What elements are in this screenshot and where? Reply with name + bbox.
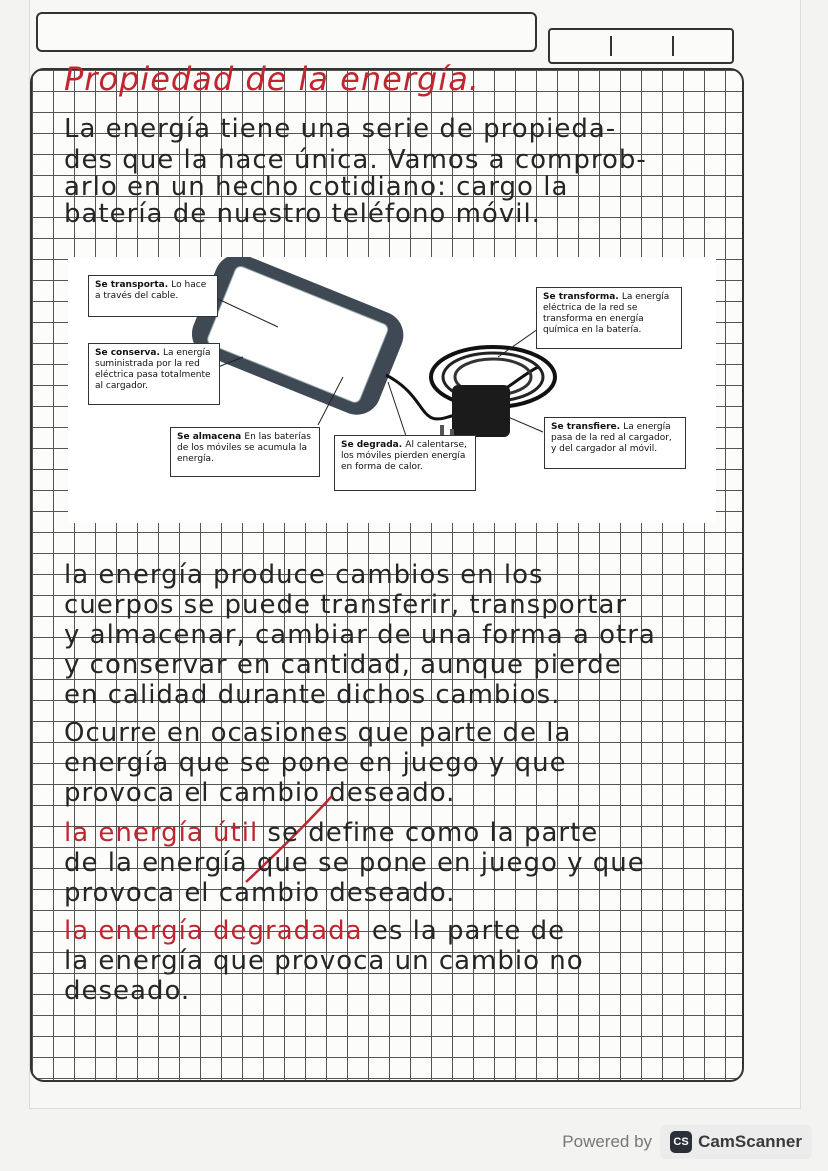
date-divider (672, 36, 674, 56)
callout-body: Lo hace a través del cable. (95, 280, 207, 301)
para1-line: cuerpos se puede transferir, transportar (64, 590, 628, 620)
para3-line (64, 818, 598, 848)
para4-line: la energía que provoca un cambio no (64, 946, 584, 976)
energy-properties-figure (68, 257, 716, 523)
para1-line: y conservar en cantidad, aunque pierde (64, 650, 622, 680)
intro-line: La energía tiene una serie de propieda- (64, 114, 617, 144)
charger-icon (452, 385, 510, 437)
camscanner-watermark (562, 1125, 812, 1159)
para3-rest: se define como la parte (258, 818, 599, 848)
para2-line: Ocurre en ocasiones que parte de la (64, 718, 572, 748)
para1-line: la energía produce cambios en los (64, 560, 544, 590)
para2-line: energía que se pone en juego y que (64, 748, 567, 778)
para4-line: deseado. (64, 976, 191, 1006)
header-name-box (36, 12, 537, 52)
intro-line: arlo en un hecho cotidiano: cargo la (64, 172, 569, 202)
callout-transforma (536, 287, 682, 349)
para1-line: y almacenar, cambiar de una forma a otra (64, 620, 656, 650)
page-title: Propiedad de la energía. (64, 60, 480, 98)
callout-head: Se transfiere. (551, 422, 621, 432)
callout-head: Se almacena (177, 432, 242, 442)
term-degraded-energy: la energía degradada (64, 916, 363, 946)
para1-line: en calidad durante dichos cambios. (64, 680, 561, 710)
callout-transfiere (544, 417, 686, 469)
para2-line: provoca el cambio deseado. (64, 778, 456, 808)
callout-body: La energía suministrada por la red eléctrica pasa totalmente al cargador. (95, 348, 211, 391)
callout-transporta (88, 275, 218, 317)
callout-head: Se transforma. (543, 292, 619, 302)
powered-by-text: Powered by (562, 1132, 653, 1151)
para4-line (64, 916, 565, 946)
callout-head: Se conserva. (95, 348, 160, 358)
para3-line: provoca el cambio deseado. (64, 878, 456, 908)
callout-conserva (88, 343, 220, 405)
camscanner-logo-icon: CS (670, 1131, 692, 1153)
callout-body: La energía pasa de la red al cargador, y del cargador al móvil. (551, 422, 672, 454)
brand-name: CamScanner (698, 1132, 802, 1151)
para4-rest: es la parte de (362, 916, 566, 946)
camscanner-badge (660, 1125, 812, 1159)
callout-body: La energía eléctrica de la red se transforma en energía química en la batería. (543, 292, 670, 335)
callout-head: Se transporta. (95, 280, 169, 290)
callout-head: Se degrada. (341, 440, 403, 450)
intro-line: des que la hace única. Vamos a comprob- (64, 145, 647, 175)
term-useful-energy: la energía útil (64, 818, 259, 848)
callout-almacena (170, 427, 320, 477)
callout-body: En las baterías de los móviles se acumula la energía. (177, 432, 311, 464)
date-divider (610, 36, 612, 56)
intro-line: batería de nuestro teléfono móvil. (64, 199, 541, 229)
callout-body: Al calentarse, los móviles pierden energía en forma de calor. (341, 440, 467, 472)
para3-line: de la energía que se pone en juego y que (64, 848, 645, 878)
callout-degrada (334, 435, 476, 491)
header-date-box (548, 28, 734, 64)
